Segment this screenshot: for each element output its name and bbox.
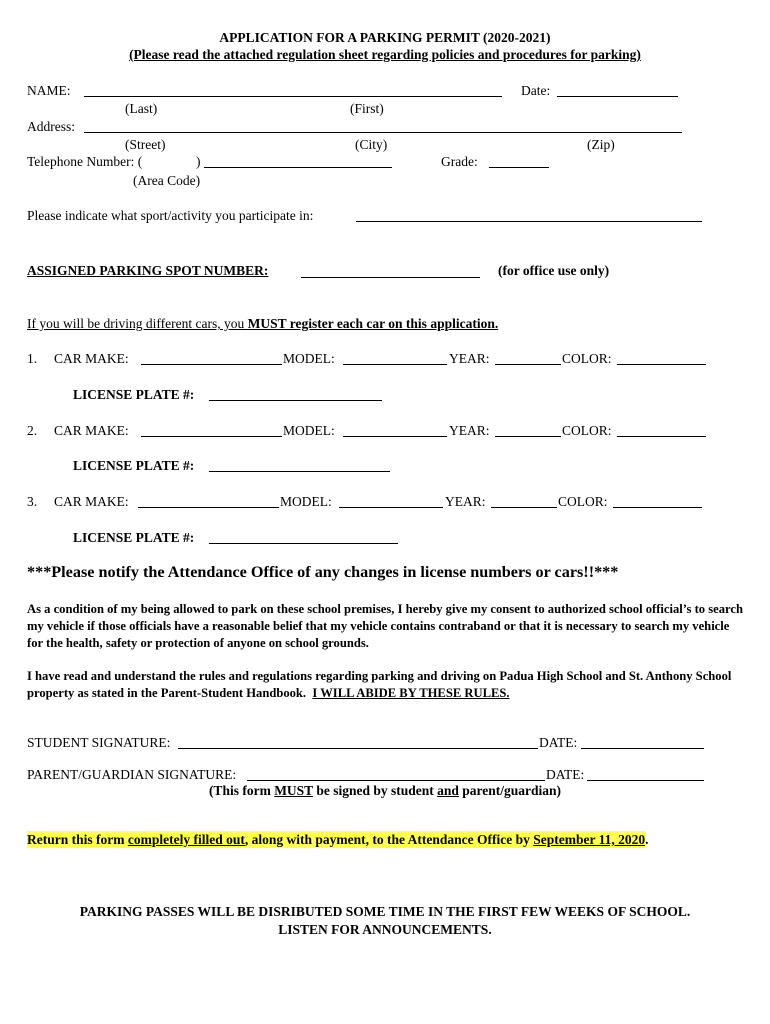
return-mid: , along with payment, to the Attendance Office by xyxy=(244,832,534,847)
parent-signature-field[interactable] xyxy=(247,780,545,781)
name-label: NAME: xyxy=(27,83,71,98)
street-caption: (Street) xyxy=(125,137,166,152)
consent-paragraph: As a condition of my being allowed to park on these school premises, I hereby give my consent to authorized school official’s to search my vehicle if those officials have a reasonable belief that my vehicle contains contraband or that it is necessary to search my vehicle for the health, safety or protection of anyone on school grounds. xyxy=(27,602,743,650)
sport-label: Please indicate what sport/activity you participate in: xyxy=(27,208,314,223)
student-date-field[interactable] xyxy=(581,748,704,749)
page-subtitle: (Please read the attached regulation sheet regarding policies and procedures for parking) xyxy=(129,47,641,62)
assigned-spot-field[interactable] xyxy=(301,277,480,278)
car-3-year-label: YEAR: xyxy=(445,494,486,509)
student-signature-label: STUDENT SIGNATURE: xyxy=(27,735,171,750)
car-1-plate-label: LICENSE PLATE #: xyxy=(73,387,195,402)
car-2-model-label: MODEL: xyxy=(283,423,335,438)
car-2-year-label: YEAR: xyxy=(449,423,490,438)
car-2-color-label: COLOR: xyxy=(562,423,612,438)
first-caption: (First) xyxy=(350,101,384,116)
area-code-caption: (Area Code) xyxy=(133,173,201,188)
car-1-number: 1. xyxy=(27,351,38,366)
car-3-plate-field[interactable] xyxy=(209,543,398,544)
cars-intro-plain: If you will be driving different cars, you xyxy=(27,316,248,331)
office-use-note: (for office use only) xyxy=(498,263,610,278)
car-1-model-label: MODEL: xyxy=(283,351,335,366)
return-date: September 11, 2020 xyxy=(533,832,646,847)
car-3-make-label: CAR MAKE: xyxy=(54,494,129,509)
car-2-make-field[interactable] xyxy=(141,436,282,437)
rules-paragraph-text: I have read and understand the rules and regulations regarding parking and driving on Padua High School and St. Anthony School property as stated in the Parent-Student Handbook. xyxy=(27,669,732,700)
return-notice xyxy=(27,833,648,847)
zip-caption: (Zip) xyxy=(587,137,615,152)
car-1-make-label: CAR MAKE: xyxy=(54,351,129,366)
car-2-plate-field[interactable] xyxy=(209,471,390,472)
telephone-field[interactable] xyxy=(204,167,392,168)
signature-note xyxy=(0,784,770,798)
footer-line-2: LISTEN FOR ANNOUNCEMENTS. xyxy=(278,922,492,937)
car-3-model-field[interactable] xyxy=(339,507,443,508)
car-1-year-label: YEAR: xyxy=(449,351,490,366)
car-3-number: 3. xyxy=(27,494,38,509)
return-notice-highlight xyxy=(27,831,645,848)
car-3-model-label: MODEL: xyxy=(280,494,332,509)
car-3-plate-label: LICENSE PLATE #: xyxy=(73,530,195,545)
signature-note-and: and xyxy=(437,783,459,798)
car-3-make-field[interactable] xyxy=(138,507,279,508)
cars-intro xyxy=(27,317,498,331)
telephone-label: Telephone Number: ( xyxy=(27,154,143,169)
date-label: Date: xyxy=(521,83,551,98)
city-caption: (City) xyxy=(355,137,388,152)
address-field[interactable] xyxy=(84,132,682,133)
student-signature-field[interactable] xyxy=(178,748,538,749)
car-1-year-field[interactable] xyxy=(495,364,561,365)
parent-date-label: DATE: xyxy=(546,767,585,782)
car-1-color-field[interactable] xyxy=(617,364,706,365)
telephone-close-paren: ) xyxy=(196,154,201,169)
car-2-color-field[interactable] xyxy=(617,436,706,437)
car-2-number: 2. xyxy=(27,423,38,438)
car-2-make-label: CAR MAKE: xyxy=(54,423,129,438)
signature-note-pre: (This form xyxy=(208,783,275,798)
return-pre: Return this form xyxy=(27,832,128,847)
car-1-make-field[interactable] xyxy=(141,364,282,365)
name-field[interactable] xyxy=(84,96,502,97)
car-3-year-field[interactable] xyxy=(491,507,557,508)
car-1-color-label: COLOR: xyxy=(562,351,612,366)
car-1-plate-field[interactable] xyxy=(209,400,382,401)
signature-note-post: parent/guardian) xyxy=(458,783,562,798)
last-caption: (Last) xyxy=(125,101,158,116)
parent-signature-label: PARENT/GUARDIAN SIGNATURE: xyxy=(27,767,237,782)
car-2-plate-label: LICENSE PLATE #: xyxy=(73,458,195,473)
address-label: Address: xyxy=(27,119,75,134)
sport-field[interactable] xyxy=(356,221,702,222)
car-2-model-field[interactable] xyxy=(343,436,447,437)
assigned-spot-label: ASSIGNED PARKING SPOT NUMBER: xyxy=(27,263,269,278)
parent-date-field[interactable] xyxy=(587,780,704,781)
car-2-year-field[interactable] xyxy=(495,436,561,437)
signature-note-must: MUST xyxy=(274,783,313,798)
grade-label: Grade: xyxy=(441,154,478,169)
page-title: APPLICATION FOR A PARKING PERMIT (2020-2021) xyxy=(219,30,551,45)
student-date-label: DATE: xyxy=(539,735,578,750)
cars-intro-bold: MUST register each car on this application. xyxy=(247,316,499,331)
change-notice: ***Please notify the Attendance Office of any changes in license numbers or cars!!*** xyxy=(27,563,619,581)
return-post: . xyxy=(645,832,649,847)
footer-line-1: PARKING PASSES WILL BE DISRIBUTED SOME TIME IN THE FIRST FEW WEEKS OF SCHOOL. xyxy=(79,904,691,919)
grade-field[interactable] xyxy=(489,167,549,168)
return-completely: completely filled out xyxy=(127,832,245,847)
rules-paragraph xyxy=(27,668,743,702)
rules-emphasis: I WILL ABIDE BY THESE RULES. xyxy=(312,686,510,700)
date-field[interactable] xyxy=(557,96,678,97)
signature-note-mid: be signed by student xyxy=(312,783,438,798)
car-1-model-field[interactable] xyxy=(343,364,447,365)
car-3-color-label: COLOR: xyxy=(558,494,608,509)
car-3-color-field[interactable] xyxy=(613,507,702,508)
